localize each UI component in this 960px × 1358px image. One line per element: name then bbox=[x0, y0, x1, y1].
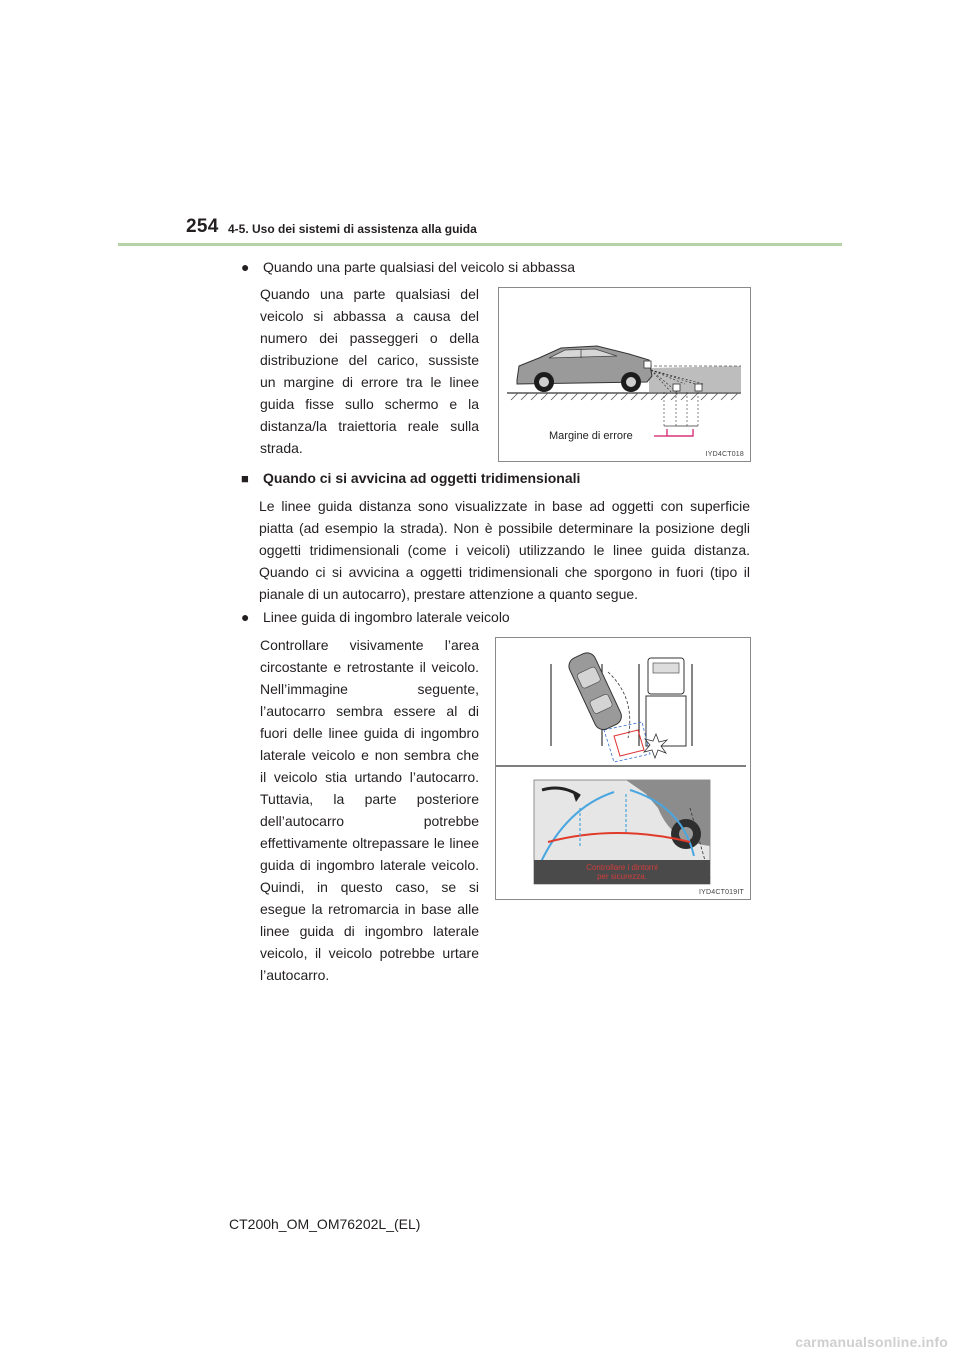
bullet-heading-2 bbox=[241, 606, 510, 628]
camera-warning-line-1: Controllare i dintorni bbox=[586, 863, 658, 872]
page-number: 254 bbox=[186, 216, 219, 237]
bullet-dot-icon: ● bbox=[241, 609, 250, 625]
header-rule bbox=[118, 243, 842, 246]
figure-1-code: IYD4CT018 bbox=[705, 451, 744, 458]
bullet-heading-2-text: Linee guida di ingombro laterale veicolo bbox=[263, 609, 510, 625]
section-2-heading bbox=[241, 467, 580, 490]
section-title: 4-5. Uso dei sistemi di assistenza alla guida bbox=[228, 222, 477, 236]
bullet-2-body: Controllare visivamente l’area circostante e retrostante il veicolo. Nell’immagine seguente, l’autocarro sembra essere al di fuori delle linee guida di ingombro laterale veicolo e non sembra che il veicolo stia urtando l’autocarro. Tuttavia, la parte posteriore dell’autocarro potrebbe effettivamente oltrepassare le linee guida di ingombro laterale veicolo. Quindi, in questo caso, se si esegue la retromarcia in base alle linee guida di ingombro laterale veicolo, il veicolo potrebbe urtare l’autocarro. bbox=[260, 637, 479, 983]
section-2-body: Le linee guida distanza sono visualizzate in base ad oggetti con superficie piatta (ad esempio la strada). Non è possibile determinare la posizione degli oggetti tridimensionali (come i veicoli) utilizzando le linee guida distanza. Quando ci si avvicina a oggetti tridimensionali che sporgono in fuori (tipo il pianale di un autocarro), prestare attenzione a quanto segue. bbox=[259, 498, 750, 602]
bullet-dot-icon: ● bbox=[241, 259, 250, 275]
bullet-heading-1 bbox=[241, 256, 575, 278]
watermark: carmanualsonline.info bbox=[795, 1334, 948, 1350]
section-2-heading-text: Quando ci si avvicina ad oggetti tridimensionali bbox=[263, 470, 581, 486]
figure-2-code: IYD4CT019IT bbox=[699, 889, 744, 896]
figure-truck-clearance bbox=[495, 637, 751, 900]
camera-warning-line-2: per sicurezza. bbox=[597, 872, 647, 881]
figure-1-label: Margine di errore bbox=[549, 430, 633, 442]
camera-screen-warning bbox=[534, 863, 710, 881]
truck-clearance-illustration bbox=[496, 638, 750, 899]
figure-vehicle-sag bbox=[498, 287, 751, 462]
bullet-heading-1-text: Quando una parte qualsiasi del veicolo si abbassa bbox=[263, 259, 576, 275]
bullet-1-body: Quando una parte qualsiasi del veicolo si abbassa a causa del numero dei passeggeri o della distribuzione del carico, sussiste un margine di errore tra le linee guida fisse sullo schermo e la distanza/la traiettoria reale sulla strada. bbox=[260, 286, 479, 456]
square-bullet-icon: ■ bbox=[241, 471, 249, 486]
footer-doc-code: CT200h_OM_OM76202L_(EL) bbox=[229, 1216, 421, 1232]
